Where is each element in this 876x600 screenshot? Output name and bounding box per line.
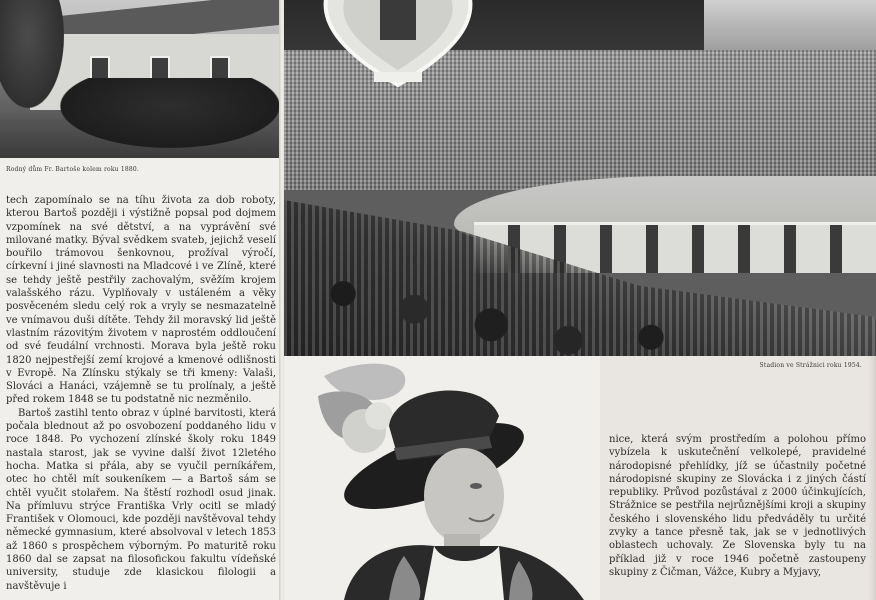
left-page — [0, 0, 281, 600]
left-paragraph-2: Bartoš zastihl tento obraz v úplné barvitosti, která počala blednout až po osvobození poddaného lidu v roce 1848. Po vychození zlínské školy roku 1849 nastala starost, jak se vyvine další život 12letého hocha. Matka si přála, aby se vyučil perníkářem, otec ho chtěl mít soukeníkem — a Bartoš sám se chtěl vyučit stolařem. Na štěstí rozhodl osud jinak. Na přímluvu strýce Františka Vrly ocitl se mladý František v Olomouci, kde později navštěvoval tehdy německé gymnasium, které absolvoval v letech 1853 až 1860 s prospěchem výborným. Po maturitě roku 1860 dal se zapsat na filosofickou fakultu vídeňské university, studuje zde klasickou filologii a navštěvuje i — [6, 407, 276, 592]
birth-house-photo — [0, 0, 281, 158]
heart-stage-emblem — [318, 0, 478, 90]
right-paragraph: nice, která svým prostředím a polohou přímo vybízela k uskutečnění velkolepé, pravidelné národopisné přehlídky, jíž se účastnily početné národopisné skupiny ze Slovácka i z jiných částí republiky. Průvod pozůstával z 2000 účinkujících, Strážnice se pestřila nejrůznějšími kroji a skupiny českého i slovenského lidu předváděly tu určité zvyky a tance přesně tak, jak se v jednotlivých oblastech uchovaly. Ze Slovenska byly tu na příklad již v roce 1946 početně zastoupeny skupiny z Čičman, Vážce, Kubry a Myjavy, — [609, 434, 866, 578]
left-body-text — [6, 194, 276, 593]
stadium-photo — [284, 0, 876, 356]
page-edge — [868, 356, 876, 600]
left-paragraph-1: tech zapomínalo se na tíhu života za dob roboty, kterou Bartoš později i výstižně popsal pod dojmem vzpomínek na své dětství, a na vyprávění své milované matky. Býval svědkem svateb, jejichž veselí bouřilo trámovou šenkovnou, prožíval výročí, církevní i jiné slavnosti na Mladcové i ve Zlíně, které se tehdy ještě pestřily zachovalým, svěžím krojem valašského rázu. Vyplňovaly v ustáleném a věky posvěceném sledu celý rok a vryly se nesmazatelně ve vnímavou duši dítěte. Tehdy žil moravský lid ještě vlastním rázovitým životem v naprostém oddloučení od své feudální vrchnosti. Morava byla ještě roku 1820 nejpestřejší zemí krojové a kmenové odlišnosti v Evropě. Na Zlínsku stýkaly se tři kmeny: Valaši, Slováci a Hanáci, vzájemně se tu prolínaly, a ještě před rokem 1848 se tu podstatně nic nezměnilo. — [6, 195, 276, 406]
birth-house-caption: Rodný dům Fr. Bartoše kolem roku 1880. — [6, 166, 140, 173]
right-body-text — [609, 433, 866, 579]
boy-in-folk-costume-illustration — [284, 356, 600, 600]
boy-portrait-photo — [284, 356, 600, 600]
stadium-caption: Stadion ve Strážnici roku 1954. — [759, 362, 862, 369]
